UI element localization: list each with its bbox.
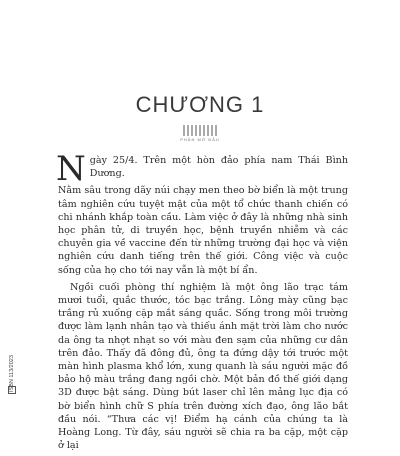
opening-text: gày 25/4. Trên một hòn đảo phía nam Thái Bình Dương. — [89, 155, 348, 180]
drop-cap: N — [56, 149, 86, 189]
chapter-body — [56, 149, 348, 456]
chapter-title: CHƯƠNG 1 — [135, 92, 265, 117]
ornament-caption: PHẦN MỞ ĐẦU — [180, 137, 220, 142]
side-code: ISBN 113/2023 — [9, 355, 15, 392]
paragraph: Ngồi cuối phòng thí nghiệm là một ông lão trạc tám mươi tuổi, quắc thước, tóc bạc trắng. Lông mày cũng bạc trắng rủ xuống cặp mắt sáng quắc. Sống trong môi trường được làm lạnh nhân tạo và thiếu ánh mặt trời làm cho nước da ông ta nhợt nhạt so với màu đen sạm của những cư dân trên đảo. Thấy đã đông đủ, ông ta đứng dậy tới trước một màn hình plasma khổ lớn, xung quanh là sáu người mặc đồ bảo hộ màu trắng đang ngồi chờ. Một bản đồ thế giới dạng 3D được bật sáng. Dùng bút laser chỉ lên mảng lục địa có bờ biển hình chữ S phía trên đường xích đạo, ông lão bắt đầu nói. “Thưa các vị! Điểm hạ cánh của chúng ta là Hoàng Long. Từ đây, sáu người sẽ chia ra ba cặp, một cặp ở lại — [58, 281, 348, 452]
opening-paragraph — [56, 149, 348, 189]
paragraph: Nằm sâu trong dãy núi chạy men theo bờ biển là một trung tâm nghiên cứu tuyệt mật của một tổ chức thanh chiến có chi nhánh khắp toàn cầu. Làm việc ở đây là những nhà sinh học phân tử, di truyền học, bệnh truyền nhiễm và các chuyên gia về vaccine đến từ những trường đại học và viện nghiên cứu danh tiếng trên thế giới. Công việc và cuộc sống của họ cho tới nay vẫn là một bí ẩn. — [58, 185, 348, 276]
chapter-ornament — [0, 124, 400, 138]
bars-ornament-icon — [182, 124, 218, 138]
